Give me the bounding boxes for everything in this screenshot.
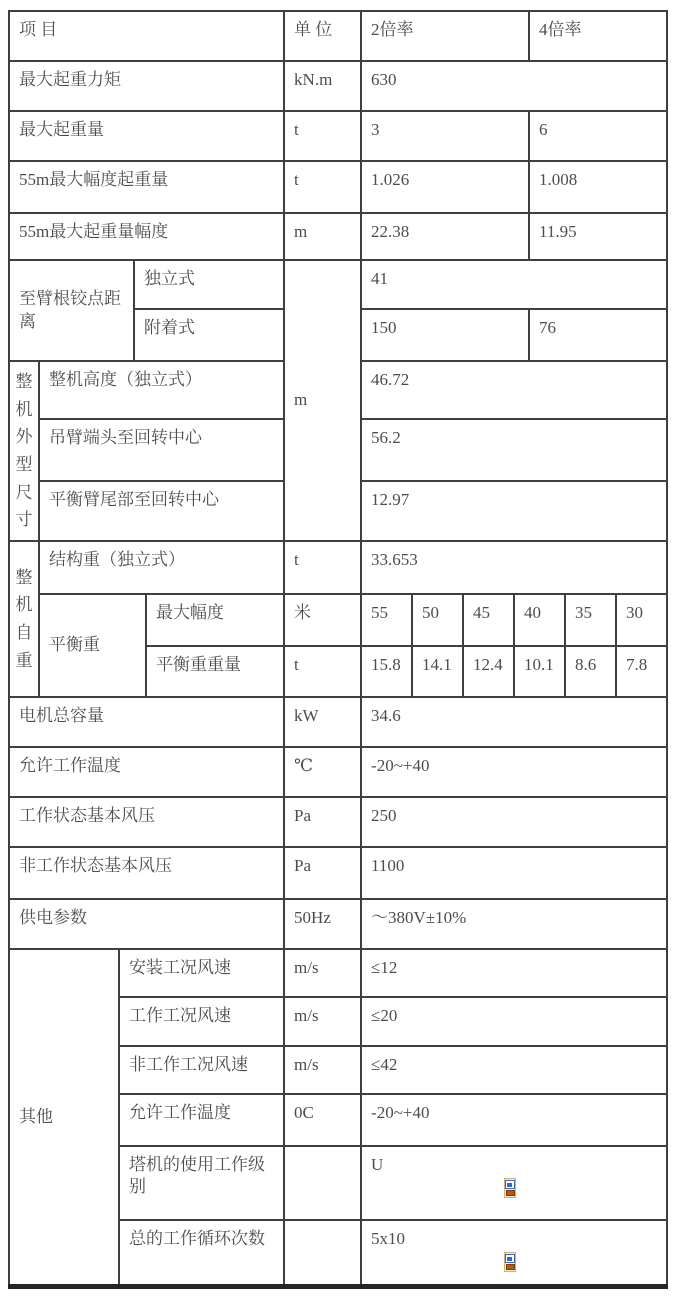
row-55m-load [9,161,667,213]
counterweight-radius-unit: 米 [284,594,361,646]
work-temperature-unit: ℃ [284,747,361,797]
55m-radius-unit: m [284,213,361,260]
nonworking-wind-speed-value: ≤42 [361,1046,667,1094]
max-load-v4: 6 [529,111,667,161]
structure-weight-unit: t [284,541,361,594]
row-hinge-independent [9,260,667,309]
max-load-label: 最大起重量 [9,111,284,161]
max-moment-value: 630 [361,61,667,111]
broken-image-photo-glyph [506,1190,515,1196]
working-wind-speed-unit: m/s [284,997,361,1046]
mass-value-2: 14.1 [412,646,463,697]
motor-capacity-value: 34.6 [361,697,667,747]
mass-value-3: 12.4 [463,646,514,697]
row-work-temperature [9,747,667,797]
max-load-v2: 3 [361,111,529,161]
header-rate2: 2倍率 [361,11,529,61]
55m-radius-v4: 11.95 [529,213,667,260]
mass-value-1: 15.8 [361,646,412,697]
mass-value-6: 7.8 [616,646,667,697]
row-power-supply [9,899,667,949]
work-cycles-value-cell [361,1220,667,1286]
hinge-independent-label: 独立式 [134,260,284,309]
counterjib-tail-value: 12.97 [361,481,667,541]
work-temperature-label: 允许工作温度 [9,747,284,797]
work-cycles-label: 总的工作循环次数 [119,1220,284,1286]
work-temperature-value: -20~+40 [361,747,667,797]
max-moment-label: 最大起重力矩 [9,61,284,111]
structure-weight-label: 结构重（独立式） [39,541,284,594]
nonworking-wind-speed-label: 非工作工况风速 [119,1046,284,1094]
other-work-temperature-value: -20~+40 [361,1094,667,1146]
working-wind-speed-value: ≤20 [361,997,667,1046]
mass-value-5: 8.6 [565,646,616,697]
nonworking-wind-speed-unit: m/s [284,1046,361,1094]
other-work-temperature-unit: 0C [284,1094,361,1146]
row-motor-capacity [9,697,667,747]
utilization-class-label: 塔机的使用工作级别 [119,1146,284,1220]
power-supply-value: ～380V±10% [361,899,667,949]
work-cycles-value: 5x10 [371,1229,406,1248]
work-cycles-unit-empty [284,1220,361,1286]
nonworking-wind-pressure-unit: Pa [284,847,361,899]
radius-value-1: 55 [361,594,412,646]
install-wind-speed-value: ≤12 [361,949,667,997]
broken-image-chart-glyph [505,1180,515,1189]
counterweight-mass-label: 平衡重重量 [146,646,284,697]
nonworking-wind-pressure-label: 非工作状态基本风压 [9,847,284,899]
55m-load-v2: 1.026 [361,161,529,213]
jib-end-value: 56.2 [361,419,667,481]
jib-end-label: 吊臂端头至回转中心 [39,419,284,481]
counterweight-mass-unit: t [284,646,361,697]
broken-image-chart-glyph [505,1254,515,1263]
dims-group-label: 整机外型尺寸 [9,361,39,541]
overall-height-value: 46.72 [361,361,667,419]
other-group-label: 其他 [9,949,119,1286]
power-supply-unit: 50Hz [284,899,361,949]
working-wind-pressure-unit: Pa [284,797,361,847]
header-item: 项 目 [9,11,284,61]
row-working-wind-pressure [9,797,667,847]
install-wind-speed-label: 安装工况风速 [119,949,284,997]
row-max-load [9,111,667,161]
install-wind-speed-unit: m/s [284,949,361,997]
row-install-wind-speed [9,949,667,997]
mass-value-4: 10.1 [514,646,565,697]
row-55m-radius [9,213,667,260]
broken-image-icon [504,1252,516,1272]
radius-value-4: 40 [514,594,565,646]
counterweight-group-label: 平衡重 [39,594,146,697]
row-max-moment [9,61,667,111]
55m-load-label: 55m最大幅度起重量 [9,161,284,213]
hinge-attached-label: 附着式 [134,309,284,361]
radius-value-5: 35 [565,594,616,646]
radius-value-3: 45 [463,594,514,646]
working-wind-pressure-label: 工作状态基本风压 [9,797,284,847]
motor-capacity-label: 电机总容量 [9,697,284,747]
radius-value-6: 30 [616,594,667,646]
radius-value-2: 50 [412,594,463,646]
header-row [9,11,667,61]
nonworking-wind-pressure-value: 1100 [361,847,667,899]
row-structure-weight [9,541,667,594]
max-load-unit: t [284,111,361,161]
broken-image-photo-glyph [506,1264,515,1270]
working-wind-pressure-value: 250 [361,797,667,847]
counterjib-tail-label: 平衡臂尾部至回转中心 [39,481,284,541]
row-counterweight-radius [9,594,667,646]
power-supply-label: 供电参数 [9,899,284,949]
overall-height-label: 整机高度（独立式） [39,361,284,419]
counterweight-radius-label: 最大幅度 [146,594,284,646]
row-nonworking-wind-pressure [9,847,667,899]
utilization-class-unit-empty [284,1146,361,1220]
motor-capacity-unit: kW [284,697,361,747]
hinge-attached-v2: 150 [361,309,529,361]
spec-table [8,10,668,1289]
hinge-group-label: 至臂根铰点距离 [9,260,134,361]
utilization-class-value: U [371,1155,384,1174]
hinge-independent-value: 41 [361,260,667,309]
55m-load-v4: 1.008 [529,161,667,213]
hinge-attached-v4: 76 [529,309,667,361]
structure-weight-value: 33.653 [361,541,667,594]
55m-radius-v2: 22.38 [361,213,529,260]
header-unit: 单 位 [284,11,361,61]
55m-load-unit: t [284,161,361,213]
hinge-dims-unit: m [284,260,361,541]
utilization-class-value-cell [361,1146,667,1220]
working-wind-speed-label: 工作工况风速 [119,997,284,1046]
weight-group-label: 整机自重 [9,541,39,697]
broken-image-icon [504,1178,516,1198]
header-rate4: 4倍率 [529,11,667,61]
55m-radius-label: 55m最大起重量幅度 [9,213,284,260]
max-moment-unit: kN.m [284,61,361,111]
other-work-temperature-label: 允许工作温度 [119,1094,284,1146]
